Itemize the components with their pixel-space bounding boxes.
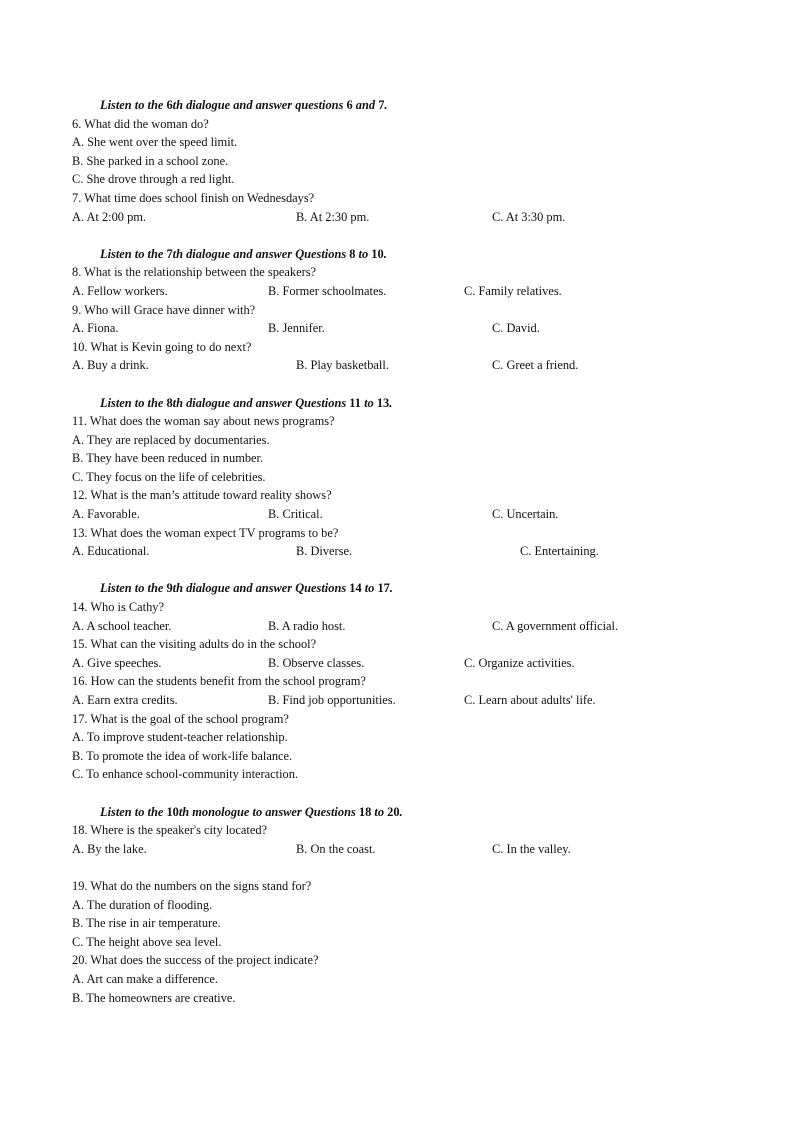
question-stem: 14. Who is Cathy? bbox=[72, 600, 165, 615]
section-heading bbox=[72, 803, 752, 822]
heading-part: to bbox=[361, 581, 378, 596]
answer-option[interactable]: C. Uncertain. bbox=[492, 507, 559, 522]
heading-part: Listen to the bbox=[100, 246, 167, 261]
answer-option[interactable]: C. They focus on the life of celebrities. bbox=[72, 469, 266, 484]
heading-part: 10 bbox=[371, 246, 384, 261]
section-heading bbox=[72, 96, 752, 115]
answer-option[interactable]: C. To enhance school-community interaction. bbox=[72, 767, 299, 782]
heading-part: 10 bbox=[166, 804, 179, 819]
answer-option[interactable]: C. At 3:30 pm. bbox=[492, 209, 566, 224]
answer-option[interactable]: B. She parked in a school zone. bbox=[72, 153, 229, 168]
heading-part: 13 bbox=[376, 395, 390, 410]
answer-option[interactable]: C. David. bbox=[492, 321, 540, 336]
heading-part: 8 bbox=[166, 395, 173, 410]
answer-option[interactable]: B. Diverse. bbox=[296, 544, 353, 559]
heading-part: . bbox=[384, 98, 388, 112]
heading-part: 20 bbox=[387, 804, 400, 819]
heading-part: 17 bbox=[377, 581, 390, 596]
section-gap bbox=[72, 561, 752, 580]
answer-options-row bbox=[72, 505, 752, 524]
answer-options-row bbox=[72, 356, 752, 375]
answer-option[interactable]: C. Entertaining. bbox=[520, 544, 599, 559]
answer-option[interactable]: A. A school teacher. bbox=[72, 618, 172, 633]
answer-option[interactable]: A. Educational. bbox=[72, 544, 150, 559]
answer-option[interactable]: A. Fiona. bbox=[72, 321, 119, 336]
answer-option[interactable]: C. In the valley. bbox=[492, 841, 571, 856]
question-stem: 8. What is the relationship between the speakers? bbox=[72, 265, 317, 280]
answer-options-row bbox=[72, 691, 752, 710]
answer-option[interactable]: A. Art can make a difference. bbox=[72, 971, 218, 986]
heading-part: 6 bbox=[346, 98, 353, 112]
answer-option[interactable]: C. A government official. bbox=[492, 618, 619, 633]
answer-option[interactable]: B. Jennifer. bbox=[268, 321, 325, 336]
heading-part: 7 bbox=[166, 246, 173, 261]
document-page bbox=[72, 96, 752, 1007]
answer-option[interactable]: A. Buy a drink. bbox=[72, 358, 149, 373]
answer-option[interactable]: B. On the coast. bbox=[296, 841, 376, 856]
question-stem: 7. What time does school finish on Wednesdays? bbox=[72, 190, 315, 205]
heading-part: Listen to the bbox=[100, 581, 167, 596]
answer-option[interactable]: A. Favorable. bbox=[72, 507, 140, 522]
answer-options-row bbox=[72, 208, 752, 227]
heading-part: to bbox=[360, 395, 377, 410]
section-gap bbox=[72, 784, 752, 803]
answer-option[interactable]: B. The homeowners are creative. bbox=[72, 990, 236, 1005]
question-stem: 17. What is the goal of the school program? bbox=[72, 711, 289, 726]
section-gap bbox=[72, 375, 752, 394]
answer-options-row bbox=[72, 654, 752, 673]
question-stem: 18. Where is the speaker's city located? bbox=[72, 823, 268, 838]
answer-option[interactable]: B. Find job opportunities. bbox=[268, 693, 396, 707]
question-stem: 6. What did the woman do? bbox=[72, 116, 209, 131]
answer-option[interactable]: B. Play basketball. bbox=[296, 358, 389, 373]
answer-options-row bbox=[72, 282, 752, 301]
answer-option[interactable]: B. Observe classes. bbox=[268, 655, 365, 670]
answer-option[interactable]: C. The height above sea level. bbox=[72, 934, 222, 949]
answer-option[interactable]: A. Fellow workers. bbox=[72, 283, 168, 298]
answer-option[interactable]: B. The rise in air temperature. bbox=[72, 916, 221, 931]
answer-option[interactable]: B. To promote the idea of work-life balance. bbox=[72, 748, 293, 763]
heading-part: . bbox=[383, 246, 387, 261]
heading-part: th dialogue and answer questions bbox=[172, 98, 347, 112]
answer-option[interactable]: C. Greet a friend. bbox=[492, 358, 579, 373]
answer-option[interactable]: C. Learn about adults' life. bbox=[464, 693, 596, 707]
heading-part: Listen to the bbox=[100, 804, 167, 819]
section-heading bbox=[72, 579, 752, 598]
question-stem: 9. Who will Grace have dinner with? bbox=[72, 302, 256, 317]
answer-option[interactable]: A. Earn extra credits. bbox=[72, 693, 178, 707]
heading-part: Listen to the bbox=[100, 395, 167, 410]
answer-option[interactable]: A. The duration of flooding. bbox=[72, 897, 213, 912]
question-stem: 19. What do the numbers on the signs stand for? bbox=[72, 878, 312, 893]
answer-option[interactable]: B. At 2:30 pm. bbox=[296, 209, 370, 224]
heading-part: to bbox=[371, 804, 388, 819]
heading-part: 11 bbox=[349, 395, 361, 410]
heading-part: . bbox=[399, 804, 403, 819]
heading-part: th dialogue and answer Questions bbox=[172, 581, 350, 596]
heading-part: th dialogue and answer Questions bbox=[172, 395, 350, 410]
question-stem: 16. How can the students benefit from the school program? bbox=[72, 674, 366, 689]
answer-option[interactable]: A. They are replaced by documentaries. bbox=[72, 432, 270, 447]
answer-options-row bbox=[72, 542, 752, 561]
section-heading bbox=[72, 394, 752, 413]
answer-option[interactable]: C. Family relatives. bbox=[464, 283, 562, 298]
answer-option[interactable]: A. She went over the speed limit. bbox=[72, 135, 238, 150]
question-stem: 10. What is Kevin going to do next? bbox=[72, 339, 252, 354]
question-stem: 13. What does the woman expect TV programs to be? bbox=[72, 525, 339, 540]
question-stem: 12. What is the man’s attitude toward reality shows? bbox=[72, 488, 332, 503]
answer-option[interactable]: A. By the lake. bbox=[72, 841, 147, 856]
answer-options-row bbox=[72, 319, 752, 338]
answer-option[interactable]: B. Former schoolmates. bbox=[268, 283, 387, 298]
answer-option[interactable]: B. They have been reduced in number. bbox=[72, 451, 264, 466]
heading-part: . bbox=[389, 395, 393, 410]
question-stem: 11. What does the woman say about news programs? bbox=[72, 414, 335, 429]
heading-part: 9 bbox=[166, 581, 173, 596]
answer-option[interactable]: C. She drove through a red light. bbox=[72, 172, 235, 187]
answer-option[interactable]: B. A radio host. bbox=[268, 618, 346, 633]
question-gap bbox=[72, 858, 752, 877]
heading-part: 14 bbox=[349, 581, 362, 596]
heading-part: and bbox=[352, 98, 379, 112]
heading-part: 7 bbox=[378, 98, 385, 112]
heading-part: . bbox=[389, 581, 393, 596]
heading-part: th dialogue and answer Questions bbox=[172, 246, 350, 261]
section-gap bbox=[72, 226, 752, 245]
answer-option[interactable]: B. Critical. bbox=[268, 507, 323, 522]
answer-option[interactable]: A. At 2:00 pm. bbox=[72, 209, 147, 224]
question-stem: 15. What can the visiting adults do in the school? bbox=[72, 637, 317, 652]
heading-part: 8 bbox=[349, 246, 356, 261]
heading-part: to bbox=[355, 246, 372, 261]
section-heading bbox=[72, 245, 752, 264]
answer-option[interactable]: A. Give speeches. bbox=[72, 655, 162, 670]
question-stem: 20. What does the success of the project indicate? bbox=[72, 953, 319, 968]
heading-part: Listen to the bbox=[100, 98, 167, 112]
answer-option[interactable]: C. Organize activities. bbox=[464, 655, 575, 670]
answer-options-row bbox=[72, 617, 752, 636]
heading-part: th monologue to answer Questions bbox=[178, 804, 359, 819]
heading-part: 18 bbox=[358, 804, 372, 819]
answer-options-row bbox=[72, 840, 752, 859]
heading-part: 6 bbox=[166, 98, 173, 112]
answer-option[interactable]: A. To improve student-teacher relationship. bbox=[72, 730, 288, 745]
